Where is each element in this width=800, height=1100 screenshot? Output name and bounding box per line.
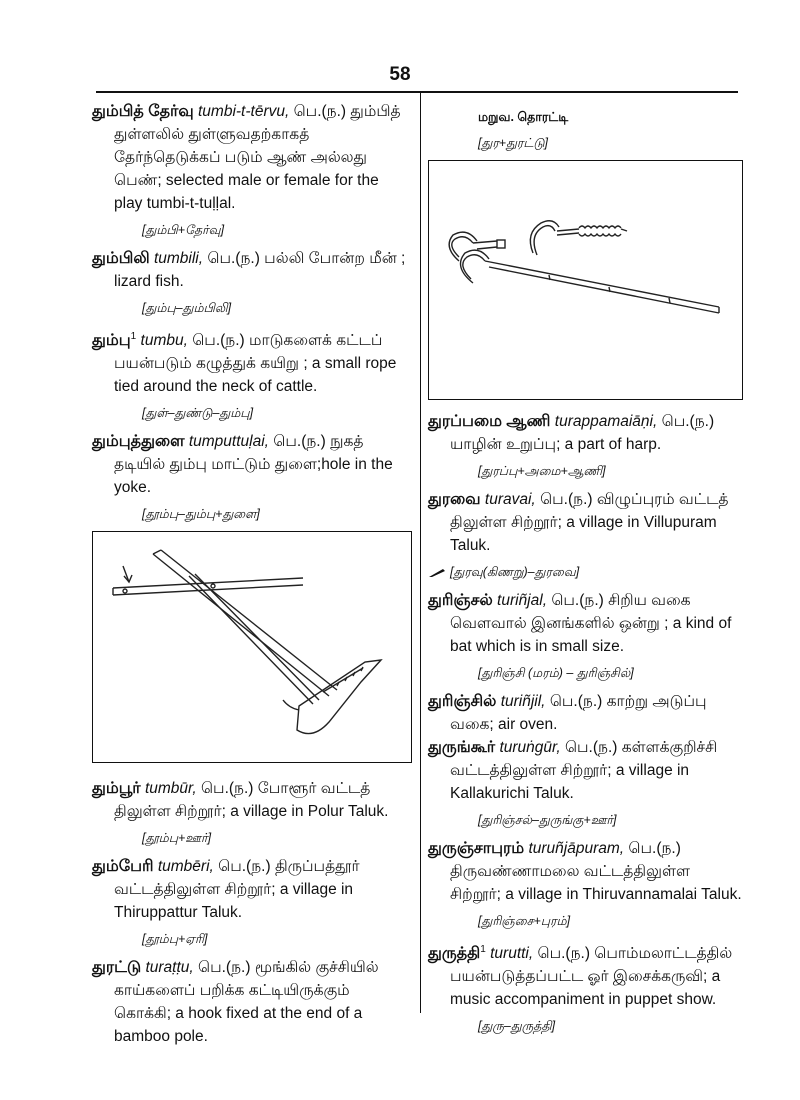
transliteration: tumbēri, [157,858,214,876]
definition: விழுப்புரம் வட்டத் திலுள்ள சிற்றூர்; a village in Villupuram Taluk. [450,491,729,554]
headword: துருஞ்சாபுரம் [428,840,525,857]
etymology-text: [துரப்பு+அமை+ஆணி] [478,464,606,478]
definition: காற்று அடுப்பு வகை; air oven. [450,693,707,733]
definition: மூங்கில் குச்சியில் காய்களைப் பறிக்க கட்டியிருக்கும் கொக்கி; a hook fixed at the end of a bamboo pole. [114,959,379,1046]
etymology-text: [துரிஞ்சல்–துருங்கு+ஊர்] [478,813,617,827]
etymology [478,912,742,930]
dictionary-entry [428,410,742,456]
etymology-text: [தூம்பு+ஏரி] [142,932,208,947]
etymology-text: [தும்பு–தும்பிலி] [142,301,232,315]
grammar-label: பெ.(ந.) [551,592,604,609]
definition: நுகத் தடியில் தும்பு மாட்டும் துளை;hole in the yoke. [114,433,393,497]
headword-superscript: 1 [480,944,486,955]
etymology [142,221,410,239]
headword: துரவை [428,491,481,508]
etymology [142,299,410,317]
etymology-text: [தூம்பு+ஊர்] [142,831,212,846]
etymology-text: [துர+துரட்டு] [478,136,548,150]
left-column [92,100,410,1048]
dictionary-entry [428,736,742,805]
etymology-text: [தூம்பு–தும்பு+துளை] [142,507,260,522]
etymology [142,505,410,523]
transliteration: turappamaiāṇi, [554,413,658,430]
grammar-label: பெ.(ந.) [661,413,715,430]
grammar-label: பெ.(ந.) [537,945,590,963]
headword: துரிஞ்சில் [428,693,497,710]
pen-icon [428,568,446,578]
transliteration: turaṭṭu, [145,959,194,977]
definition: மாடுகளைக் கட்டப் பயன்படும் கழுத்துக் கயிறு ; a small rope tied around the neck of cattle. [114,332,397,396]
dictionary-entry [428,837,742,906]
headword: துருத்தி [428,945,481,963]
dictionary-entry [92,956,410,1048]
dictionary-entry [428,690,742,736]
headword: துரிஞ்சல் [428,592,493,609]
grammar-label: பெ.(ந.) [198,959,251,977]
headword: தும்பேரி [92,858,154,876]
grammar-label: பெ.(ந.) [207,250,260,267]
grammar-label: பெ.(ந.) [540,491,593,508]
dictionary-entry [92,247,410,293]
transliteration: tumbūr, [144,780,197,798]
grammar-label: பெ.(ந.) [564,739,618,756]
definition: தும்பித் துள்ளலில் துள்ளுவதற்காகத் தேர்ந்தெடுக்கப் படும் ஆண் அல்லது பெண்; selected male or female for the play tumbi-t-tuḷḷal. [114,103,401,212]
variant-form: மறுவ. தொரட்டி [478,110,569,124]
figure-hooks-illustration [428,160,743,400]
transliteration: tumputtuḷai, [188,433,269,451]
headword: துரட்டு [92,959,142,977]
dictionary-entry [428,488,742,557]
etymology-text: [துரவு(கிணறு)–துரவை] [450,565,580,579]
transliteration: turutti, [490,945,534,963]
definition: சிறிய வகை வௌவால் இனங்களில் ஒன்று ; a kind of bat which is in small size. [450,592,732,655]
definition: யாழின் உறுப்பு; a part of harp. [450,436,662,453]
transliteration: turuñjāpuram, [528,840,625,857]
column-divider [420,93,421,1013]
headword: துரப்பமை ஆணி [428,413,551,430]
etymology [478,1017,742,1035]
etymology [142,829,410,847]
dictionary-entry [92,777,410,823]
transliteration: tumbu, [140,332,188,350]
transliteration: turiñjil, [500,693,546,710]
page-number: 58 [389,64,411,85]
grammar-label: பெ.(ந.) [293,103,347,120]
headword: தும்பு [92,332,131,350]
transliteration: turiñjal, [497,592,547,609]
definition: பல்லி போன்ற மீன் ; lizard fish. [114,250,406,290]
transliteration: tumbi-t-tērvu, [197,103,290,120]
etymology-text: [துரு–துருத்தி] [478,1019,556,1034]
etymology [428,563,742,581]
definition: பொம்மலாட்டத்தில் பயன்படுத்தப்பட்ட ஓர் இசைக்கருவி; a music accompaniment in puppet show. [450,945,733,1009]
definition: திருப்பத்தூர் வட்டத்திலுள்ள சிற்றூர்; a village in Thiruppattur Taluk. [114,858,360,922]
dictionary-entry [428,938,742,1011]
dictionary-entry [92,100,410,215]
grammar-label: பெ.(ந.) [200,780,254,798]
headword: தும்பிலி [92,250,150,267]
yoke-drawing [93,532,411,762]
dictionary-entry [92,855,410,924]
grammar-label: பெ.(ந.) [218,858,271,876]
etymology [478,134,742,152]
headword: தும்பித் தேர்வு [92,103,194,120]
grammar-label: பெ.(ந.) [549,693,603,710]
grammar-label: பெ.(ந.) [628,840,681,857]
header-rule [96,91,738,93]
definition: திருவண்ணாமலை வட்டத்திலுள்ள சிற்றூர்; a village in Thiruvannamalai Taluk. [450,863,742,903]
etymology-text: [தும்பி+தேர்வு] [142,223,225,237]
headword: தும்புத்துளை [92,433,185,451]
grammar-label: பெ.(ந.) [192,332,245,350]
etymology [142,930,410,948]
etymology [142,404,410,422]
hooks-drawing [429,161,742,399]
headword-superscript: 1 [130,331,137,342]
transliteration: tumbili, [153,250,204,267]
dictionary-entry [92,325,410,398]
figure-yoke-illustration [92,531,412,763]
etymology-text: [துரிஞ்சி (மரம்) – துரிஞ்சில்] [478,666,634,680]
transliteration: turavai, [484,491,536,508]
etymology [478,462,742,480]
transliteration: turuṅgūr, [499,739,561,756]
definition: போளூர் வட்டத் திலுள்ள சிற்றூர்; a village in Polur Taluk. [114,780,389,821]
headword: துருங்கூர் [428,739,496,756]
etymology-text: [துரிஞ்சை+புரம்] [478,914,571,928]
etymology [478,811,742,829]
etymology-text: [துள்–துண்டு–தும்பு] [142,406,254,421]
etymology [478,664,742,682]
headword: தும்பூர் [92,780,141,798]
dictionary-entry [428,589,742,658]
right-column [428,98,742,1043]
definition: கள்ளக்குறிச்சி வட்டத்திலுள்ள சிற்றூர்; a village in Kallakurichi Taluk. [450,739,718,802]
dictionary-entry [92,430,410,499]
grammar-label: பெ.(ந.) [273,433,326,451]
